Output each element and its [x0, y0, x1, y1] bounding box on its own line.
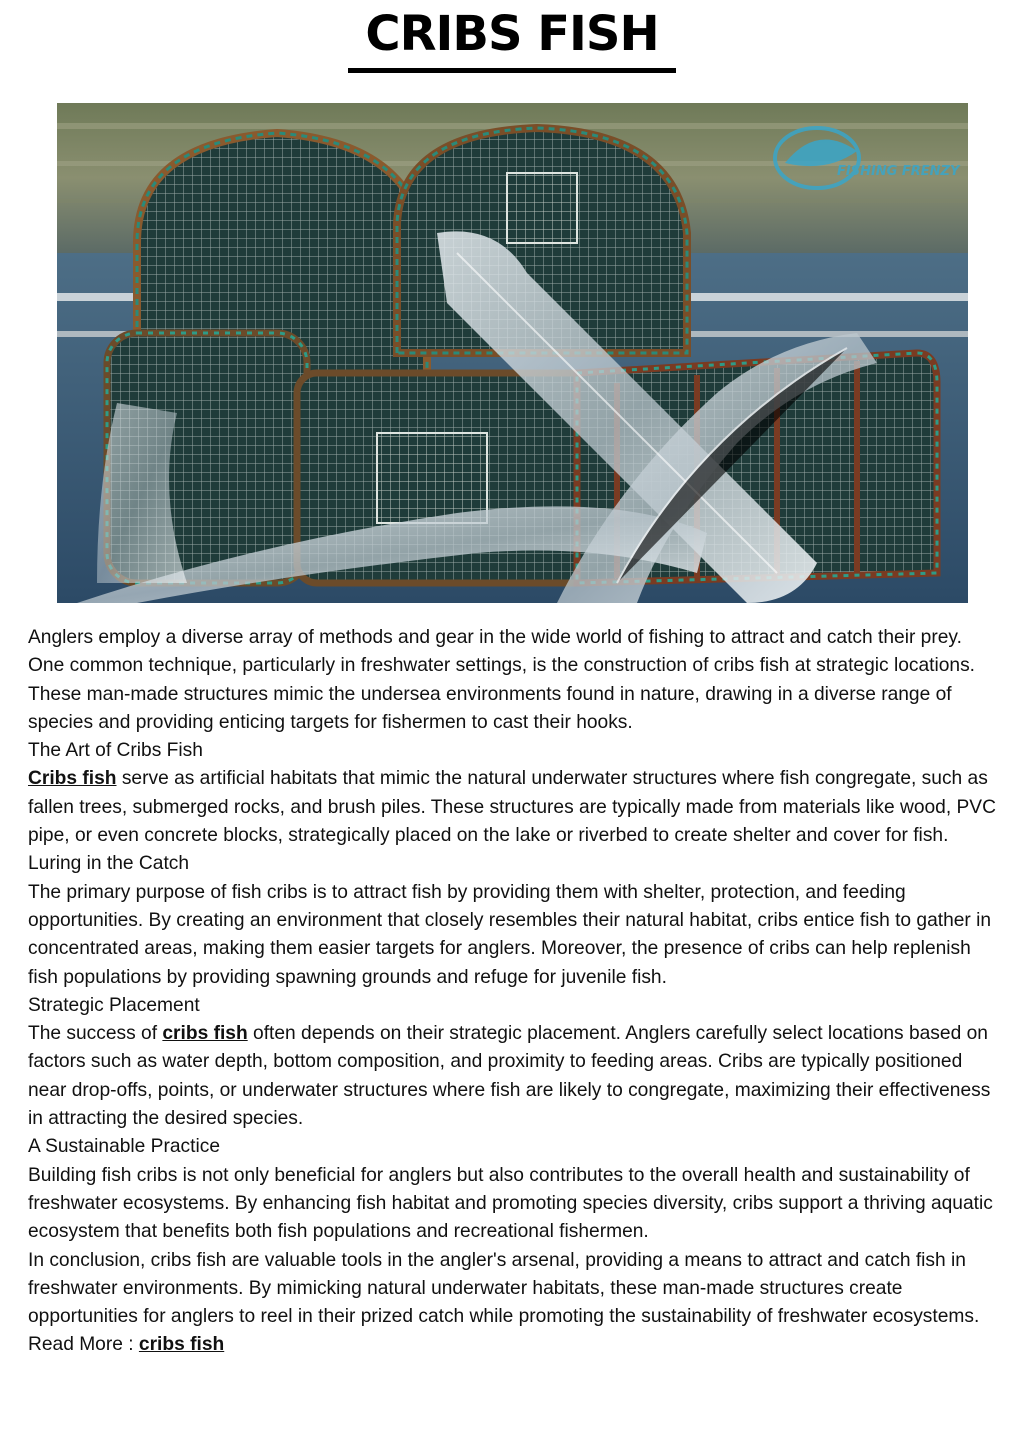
read-more-line	[28, 1331, 1003, 1359]
section-paragraph	[28, 1020, 1003, 1133]
section-heading: Luring in the Catch	[28, 853, 190, 875]
title-underline	[348, 68, 676, 73]
cribs-fish-link[interactable]: Cribs fish	[28, 768, 117, 790]
cribs-fish-link[interactable]: cribs fish	[162, 1023, 248, 1045]
article-body	[28, 624, 1003, 1360]
conclusion-paragraph: In conclusion, cribs fish are valuable tools in the angler's arsenal, providing a means to attract and catch fish in freshwater environments. By mimicking natural underwater habitats, these man-made structures create opportunities for anglers to reel in their prized catch while promoting the sustainability of freshwater ecosystems.	[28, 1249, 980, 1328]
section-heading: A Sustainable Practice	[28, 1136, 220, 1158]
section-text: serve as artificial habitats that mimic the natural underwater structures where fish congregate, such as fallen trees, submerged rocks, and brush piles. These structures are typically made from materials like wood, PVC pipe, or even concrete blocks, strategically placed on the lake or riverbed to create shelter and cover for fish.	[28, 768, 996, 847]
intro-paragraph: Anglers employ a diverse array of methods and gear in the wide world of fishing to attract and catch their prey. One common technique, particularly in freshwater settings, is the construction of cribs fish at strategic locations. These man-made structures mimic the undersea environments found in nature, drawing in a diverse range of species and providing enticing targets for fishermen to cast their hooks.	[28, 627, 976, 733]
section-paragraph: Building fish cribs is not only beneficial for anglers but also contributes to the overall health and sustainability of freshwater ecosystems. By enhancing fish habitat and promoting species diversity, cribs support a thriving aquatic ecosystem that benefits both fish populations and recreational fishermen.	[28, 1164, 993, 1243]
watermark-text: FISHING FRENZY	[837, 164, 960, 179]
section-heading: The Art of Cribs Fish	[28, 740, 203, 762]
crab-pots-photo	[57, 103, 968, 603]
read-more-label: Read More :	[28, 1334, 139, 1356]
section-text: often depends on their strategic placement. Anglers carefully select locations based on factors such as water depth, bottom composition, and proximity to feeding areas. Cribs are typically positioned near drop-offs, points, or underwater structures where fish are likely to congregate, maximizing their effectiveness in attracting the desired species.	[28, 1023, 991, 1130]
section-text: The success of	[28, 1023, 163, 1045]
section-paragraph	[28, 765, 1003, 850]
section-heading: Strategic Placement	[28, 994, 200, 1016]
section-paragraph: The primary purpose of fish cribs is to attract fish by providing them with shelter, protection, and feeding opportunities. By creating an environment that closely resembles their natural habitat, cribs entice fish to gather in concentrated areas, making them easier targets for anglers. Moreover, the presence of cribs can help replenish fish populations by providing spawning grounds and refuge for juvenile fish.	[28, 881, 992, 988]
read-more-link[interactable]: cribs fish	[138, 1334, 225, 1356]
page-title: CRIBS FISH	[365, 6, 659, 62]
